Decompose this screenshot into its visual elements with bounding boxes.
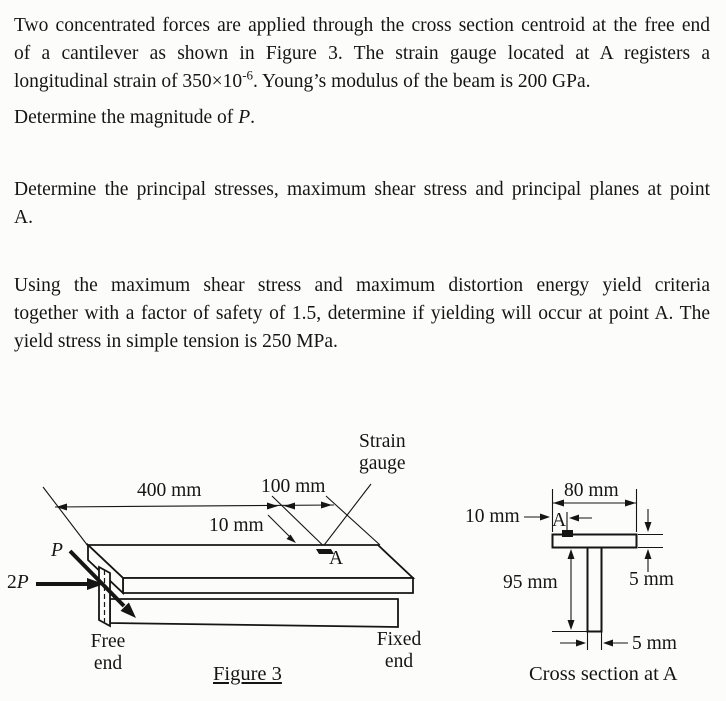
cs-point-a-label: A (552, 510, 567, 531)
cs-dim-80mm-label: 80 mm (564, 480, 619, 501)
free-end-label (84, 631, 132, 675)
cross-section-caption: Cross section at A (529, 663, 678, 685)
modulus-text: . Young’s modulus of the beam is 200 GPa. (253, 71, 591, 92)
cs-dim-5mm-web-label: 5 mm (632, 633, 677, 654)
free-end-label-line1: Free (90, 631, 126, 652)
strain-exponent: -6 (242, 67, 254, 83)
fixed-end-label-line1: Fixed (376, 629, 422, 650)
web-front-face (110, 599, 398, 627)
free-end-label-line2: end (93, 653, 123, 674)
cs-dim-95mm-label: 95 mm (503, 572, 558, 593)
beam-top-face (88, 545, 413, 578)
paragraph-3-line-1: Determine the principal stresses, maximum shear stress and principal planes at point (14, 179, 710, 200)
strain-value-text: longitudinal strain of 350×10 (14, 71, 243, 92)
point-a-label: A (329, 548, 344, 569)
cantilever-beam (88, 545, 413, 627)
strain-gauge-label (359, 431, 406, 475)
cs-dim-5mm-flange-label: 5 mm (629, 569, 674, 590)
web-outline (588, 548, 602, 632)
force-p-label: P (51, 540, 63, 561)
fixed-end-label-line2: end (384, 651, 414, 672)
cs-dim-10mm-label: 10 mm (465, 506, 520, 527)
figure-3-caption: Figure 3 (213, 663, 282, 685)
cross-section-shape (553, 535, 637, 632)
paragraph-2-period: . (250, 107, 255, 128)
dim-10mm-label: 10 mm (209, 515, 264, 536)
paragraph-1-line-2: of a cantilever as shown in Figure 3. The strain gauge located at A registers a (14, 43, 710, 64)
strain-gauge-label-line2: gauge (359, 453, 406, 474)
force-2p-symbol: P (16, 572, 29, 593)
paragraph-2-text: Determine the magnitude of (14, 107, 239, 128)
flange-front-face (123, 578, 413, 593)
paragraph-4-line-2: together with a factor of safety of 1.5, determine if yielding will occur at point A. The (14, 303, 710, 324)
paragraph-4-line-3: yield stress in simple tension is 250 MPa. (14, 331, 338, 352)
strain-gauge-label-line1: Strain (359, 431, 406, 452)
dim-100mm-label: 100 mm (261, 476, 326, 497)
force-2p-coefficient: 2 (7, 572, 17, 593)
paragraph-3-line-2: A. (14, 207, 33, 228)
force-symbol: P (238, 107, 251, 128)
paragraph-4-line-1: Using the maximum shear stress and maximum distortion energy yield criteria (14, 275, 710, 296)
force-2p-label (7, 572, 29, 594)
dim-400mm-label: 400 mm (137, 480, 202, 501)
fixed-end-label (370, 629, 428, 673)
paragraph-1-line-1: Two concentrated forces are applied through the cross section centroid at the free end (14, 15, 710, 36)
